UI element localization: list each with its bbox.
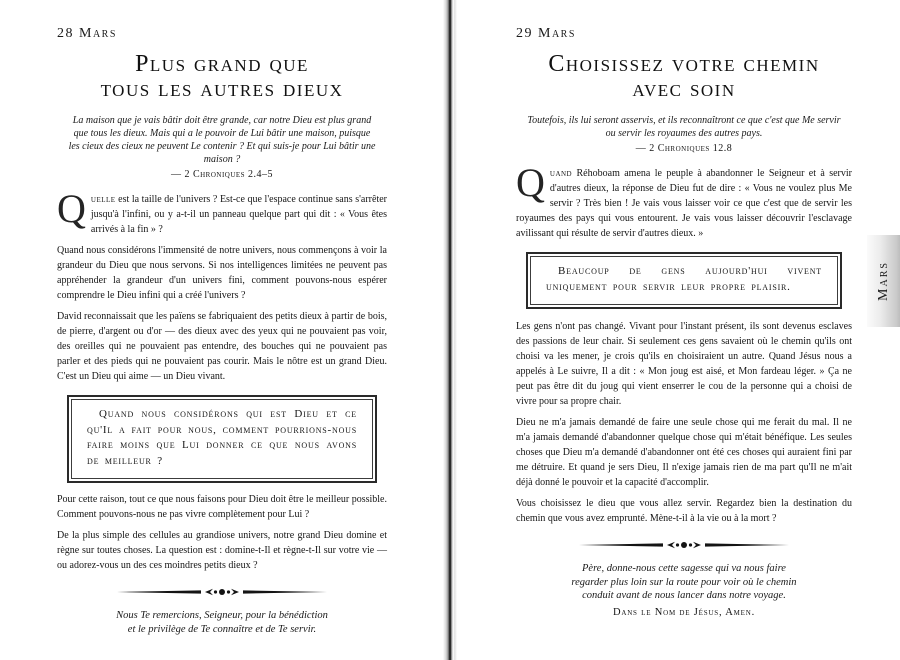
body-paragraph: Quand nous considérons l'immensité de notre univers, nous commençons à voir la grandeur du Dieu que nous servons. Si nos intelligences limitées ne peuvent pas appréhender la grandeur d'un univers fini, comment pouvons-nous espérer comprendre le Dieu infini qui a créé l'univers ? <box>57 245 387 301</box>
month-thumb-tab <box>867 235 900 327</box>
body-paragraph: Pour cette raison, tout ce que nous faisons pour Dieu doit être le meilleur possible. Comment pouvons-nous ne pas vivre complètement pour Lui ? <box>57 494 387 520</box>
devotional-title <box>57 52 387 102</box>
prayer-line: Nous Te remercions, Seigneur, pour la bénédiction <box>116 610 328 621</box>
callout-text: Quand nous considérons qui est Dieu et ce qu'Il a fait pour nous, comment pourrions-nous faire moins que Lui donner ce que nous avons de meilleur ? <box>87 408 357 467</box>
body-paragraph: Vous choisissez le dieu que vous allez servir. Regardez bien la destination du chemin que vous avez emprunté. Mène-t-il à la vie ou à la mort ? <box>516 498 852 524</box>
lead-word: uelle <box>90 194 116 205</box>
section-divider <box>516 539 852 551</box>
prayer-line: conduit avant de nous lancer dans notre voyage. <box>582 590 786 601</box>
section-divider <box>57 586 387 598</box>
right-page-content <box>516 0 852 618</box>
callout-box-inner <box>530 256 838 305</box>
scripture-epigraph: Toutefois, ils lui seront asservis, et ils reconnaîtront ce que c'est que Me servir ou servir les royaumes des autres pays. <box>527 115 841 139</box>
opening-text: est la taille de l'univers ? Est-ce que l'espace continue sans s'arrêter jusqu'à l'infini, ou y a-t-il un panneau quelque part qui dit : « Vous êtes arrivés à la fin » ? <box>90 194 387 235</box>
title-line-2: tous les autres dieux <box>100 76 344 102</box>
scripture-reference: — 2 Chroniques 12.8 <box>635 143 733 154</box>
body-paragraph: Dieu ne m'a jamais demandé de faire une seule chose qui me ferait du mal. Il ne m'a jamais demandé d'abandonner quelque chose qui m'était bénéfique. Les seules choses que Dieu m'a demandé d'abandonner ont été ces choses qui auraient fini par me détruire. Et quand je sers Dieu, Il n'exige jamais rien de ma part qu'Il ne m'ait déjà donné le pouvoir et la capacité d'accomplir. <box>516 417 852 488</box>
opening-paragraph <box>57 186 387 237</box>
callout-text: Beaucoup de gens aujourd'hui vivent uniquement pour servir leur propre plaisir. <box>546 265 822 293</box>
closing-prayer <box>77 609 367 636</box>
page-date: 29 Mars <box>516 26 576 41</box>
prayer-closing-line: Dans le Nom de Jésus, Amen. <box>612 606 756 618</box>
body-paragraph: De la plus simple des cellules au grandiose univers, notre grand Dieu domine et règne sur toutes choses. La question est : domine-t-Il et règne-t-Il sur votre vie — ou adorez-vous un des ces moindres petits dieux ? <box>57 530 387 571</box>
title-line-1: Plus grand que <box>135 51 309 77</box>
prayer-line: et le privilège de Te connaître et de Te servir. <box>127 623 317 635</box>
opening-text: Réhoboam amena le peuple à abandonner le Seigneur et à servir d'autres dieux, la réponse de Dieu fut de dire : « Vous ne voulez plus Me servir ? Très bien ! Je vais vous laisser voir ce que c'est que de servir les royaumes des pays qui vous entourent. Je vais vous laisser découvrir l'esclavage avilissant qui résulte de servir d'autres dieux. » <box>516 168 852 239</box>
month-thumb-tab-label: Mars <box>875 261 891 301</box>
body-paragraph: Les gens n'ont pas changé. Vivant pour l'instant présent, ils sont devenus esclaves des passions de leur chair. Si seulement ces gens savaient où le chemin qu'ils ont choisi va les mener, je crois qu'ils en choisiraient un autre. Quand Jésus nous a appelés à Le suivre, Il a dit : « Mon joug est aisé, et Mon fardeau léger. » Ça ne peut pas être dit du joug qui vient enserrer le cou de la personne qui a choisi de vivre pour sa propre chair. <box>516 321 852 407</box>
title-line-2: avec soin <box>632 76 736 102</box>
page-date: 28 Mars <box>57 26 117 41</box>
devotional-title <box>516 52 852 102</box>
prayer-line: Père, donne-nous cette sagesse qui va nous faire <box>582 563 786 574</box>
left-page <box>0 0 447 660</box>
prayer-line: regarder plus loin sur la route pour voir où le chemin <box>571 576 797 588</box>
callout-box-inner <box>71 399 373 479</box>
opening-paragraph <box>516 160 852 241</box>
scripture-reference: — 2 Chroniques 2.4–5 <box>170 169 274 180</box>
callout-box <box>526 252 842 309</box>
closing-prayer <box>536 562 832 603</box>
lead-word: uand <box>549 168 573 179</box>
title-line-1: Choisissez votre chemin <box>548 51 820 77</box>
left-page-content <box>57 0 387 636</box>
divider-ornament-icon <box>117 586 327 598</box>
body-paragraph: David reconnaissait que les païens se fabriquaient des petits dieux à partir de bois, de pierre, d'argent ou d'or — des dieux avec des yeux qui ne pouvaient pas voir, des oreilles qui ne pouvaient pas entendre, des bouches qui ne pouvaient pas parler et des pieds qui ne pouvaient pas courir. Mais le nôtre est un grand Dieu. C'est un Dieu qui aime — un Dieu vivant. <box>57 311 387 382</box>
callout-box <box>67 395 377 483</box>
divider-ornament-icon <box>579 539 789 551</box>
drop-cap: Q <box>57 186 86 231</box>
scripture-epigraph: La maison que je vais bâtir doit être grande, car notre Dieu est plus grand que tous les dieux. Mais qui a le pouvoir de Lui bâtir une maison, puisque les cieux des cieux ne peuvent Le contenir ? Et qui suis-je pour Lui bâtir une maison ? <box>68 115 376 165</box>
drop-cap: Q <box>516 160 545 205</box>
right-page <box>453 0 900 660</box>
